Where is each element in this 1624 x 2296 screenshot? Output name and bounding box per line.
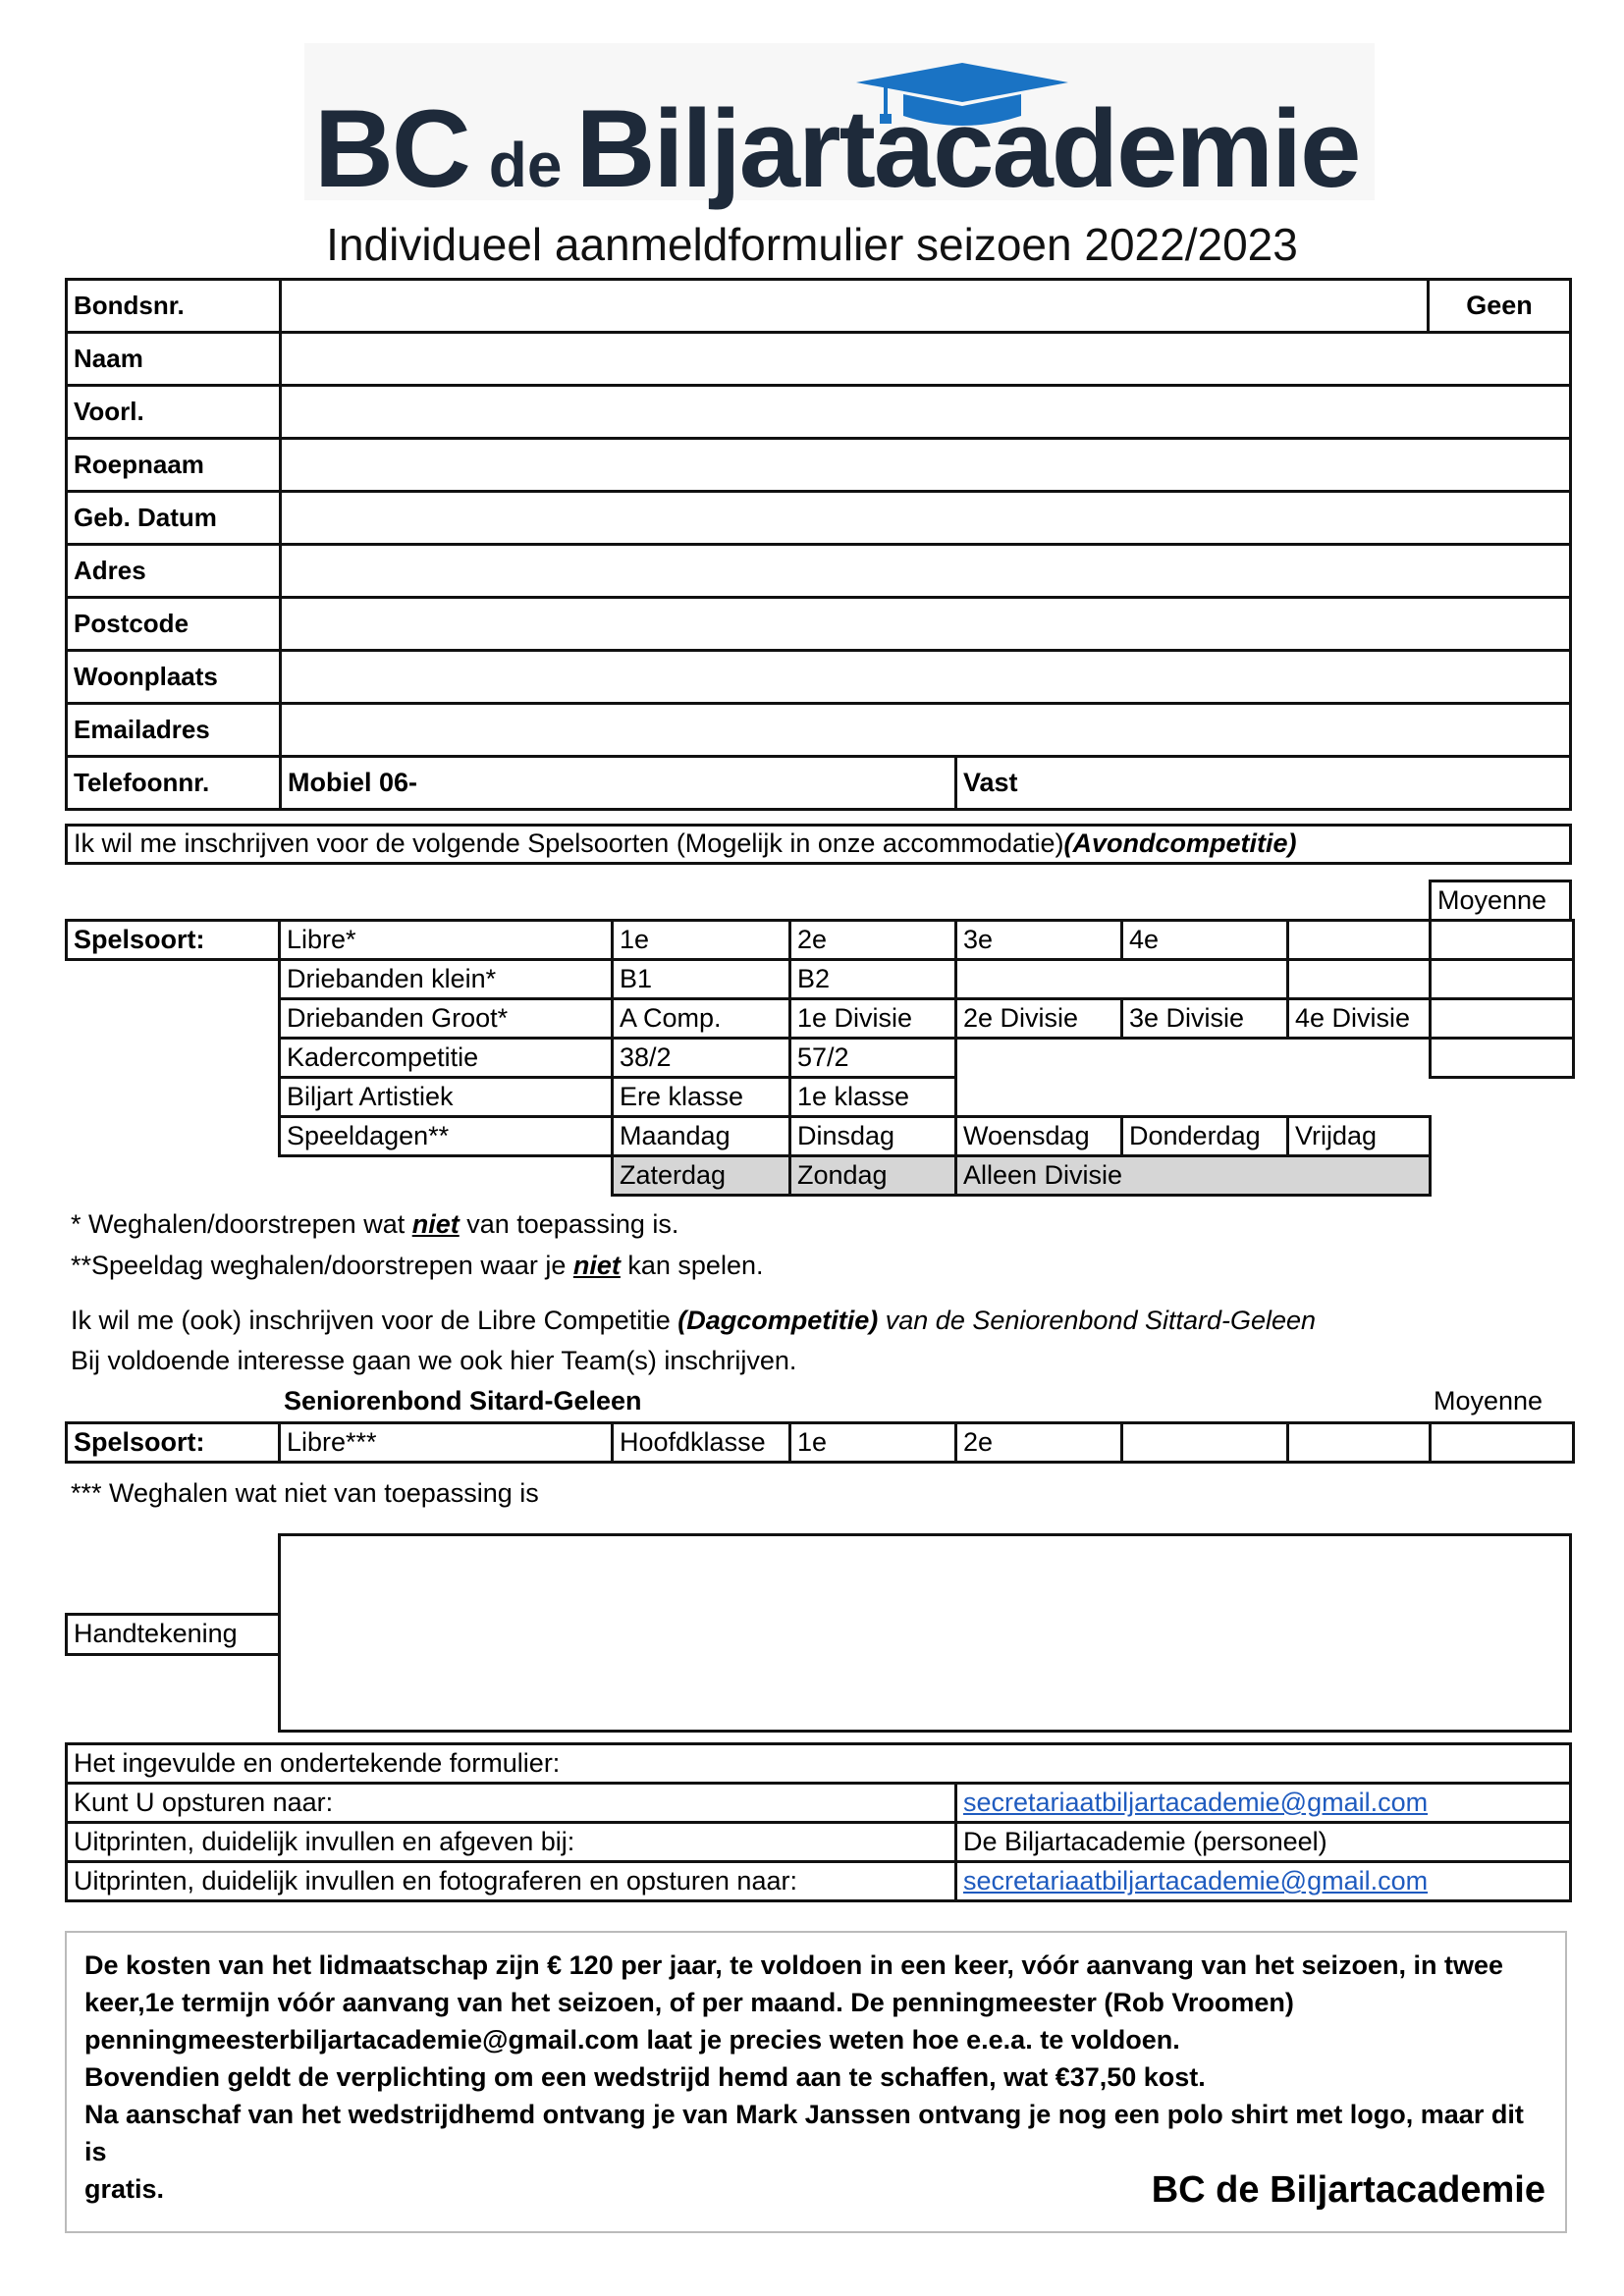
label-adres: Adres <box>67 545 281 598</box>
spacer <box>67 1039 280 1078</box>
senior-table <box>65 1421 1575 1464</box>
note-2 <box>71 1251 763 1281</box>
speeldagen-label: Speeldagen** <box>280 1117 613 1156</box>
logo <box>304 43 1375 210</box>
spel-cell[interactable]: 1e <box>613 921 790 960</box>
note-1-text: * Weghalen/doorstrepen wat <box>71 1209 412 1239</box>
senior-cell[interactable]: Hoofdklasse <box>613 1423 790 1463</box>
senior-cell[interactable]: 2e <box>956 1423 1122 1463</box>
spacer <box>956 1039 1431 1078</box>
label-naam: Naam <box>67 333 281 386</box>
senior-cell[interactable]: 1e <box>790 1423 956 1463</box>
cost-line: Na aanschaf van het wedstrijdhemd ontvang je van Mark Janssen ontvang je nog een polo shirt met logo, maar dit is <box>84 2100 1524 2166</box>
label-telefoonnr: Telefoonnr. <box>67 757 281 810</box>
input-roepnaam[interactable] <box>281 439 1571 492</box>
spel-cell[interactable]: 1e Divisie <box>790 999 956 1039</box>
day-cell[interactable]: Woensdag <box>956 1117 1122 1156</box>
spelsoort-label: Spelsoort: <box>67 921 280 960</box>
input-naam[interactable] <box>281 333 1571 386</box>
note-1-emph: niet <box>411 1209 460 1239</box>
senior-cell[interactable]: Libre*** <box>280 1423 613 1463</box>
spacer <box>956 1078 1574 1117</box>
cost-box <box>65 1931 1567 2233</box>
day-cell[interactable]: Zaterdag <box>613 1156 790 1196</box>
spel-cell[interactable]: 3e Divisie <box>1122 999 1288 1039</box>
send-label: Uitprinten, duidelijk invullen en fotograferen en opsturen naar: <box>67 1862 956 1901</box>
label-postcode: Postcode <box>67 598 281 651</box>
day-cell[interactable]: Vrijdag <box>1288 1117 1431 1156</box>
note-2-emph: niet <box>572 1251 621 1280</box>
spacer <box>67 1078 280 1117</box>
email-link[interactable]: secretariaatbiljartacademie@gmail.com <box>963 1788 1429 1817</box>
day-cell[interactable]: Donderdag <box>1122 1117 1288 1156</box>
signature-field[interactable] <box>278 1533 1572 1733</box>
spel-cell[interactable]: Driebanden Groot* <box>280 999 613 1039</box>
moyenne-cell[interactable] <box>1431 921 1574 960</box>
senior-cell[interactable] <box>1122 1423 1288 1463</box>
label-voorl: Voorl. <box>67 386 281 439</box>
spel-cell[interactable]: 2e <box>790 921 956 960</box>
day-cell[interactable]: Alleen Divisie <box>956 1156 1431 1196</box>
send-label: Uitprinten, duidelijk invullen en afgeven bij: <box>67 1823 956 1862</box>
dag-text: Ik wil me (ook) inschrijven voor de Libre Competitie <box>71 1306 678 1335</box>
cost-line: Bovendien geldt de verplichting om een wedstrijd hemd aan te schaffen, wat €37,50 kost. <box>84 2062 1206 2092</box>
senior-spelsoort-label: Spelsoort: <box>67 1423 280 1463</box>
spel-cell[interactable]: 2e Divisie <box>956 999 1122 1039</box>
spel-cell[interactable]: 38/2 <box>613 1039 790 1078</box>
note-1 <box>71 1209 678 1240</box>
label-roepnaam: Roepnaam <box>67 439 281 492</box>
email-link[interactable]: secretariaatbiljartacademie@gmail.com <box>963 1866 1429 1896</box>
handtekening-label: Handtekening <box>65 1613 281 1656</box>
spel-cell[interactable] <box>956 960 1288 999</box>
logo-bc: BC <box>314 87 469 210</box>
input-bondsnr[interactable] <box>281 280 1429 333</box>
spel-cell[interactable] <box>1288 921 1431 960</box>
personal-table <box>65 278 1572 811</box>
input-geb-datum[interactable] <box>281 492 1571 545</box>
label-emailadres: Emailadres <box>67 704 281 757</box>
spel-cell[interactable]: Driebanden klein* <box>280 960 613 999</box>
send-table <box>65 1742 1572 1902</box>
dagcompetitie-text <box>71 1306 1316 1336</box>
cost-line: keer,1e termijn vóór aanvang van het seizoen, of per maand. De penningmeester (Rob Vroomen) <box>84 1988 1294 2017</box>
intro-box <box>65 824 1572 865</box>
spel-cell[interactable]: Libre* <box>280 921 613 960</box>
dag-tail: van de Seniorenbond Sittard-Geleen <box>878 1306 1317 1335</box>
moyenne-cell[interactable] <box>1431 999 1574 1039</box>
intro-emph: (Avondcompetitie) <box>1063 828 1297 858</box>
logo-name: Biljartacademie <box>575 87 1360 210</box>
spel-cell[interactable]: B2 <box>790 960 956 999</box>
input-voorl[interactable] <box>281 386 1571 439</box>
spel-cell[interactable]: Biljart Artistiek <box>280 1078 613 1117</box>
logo-de: de <box>488 130 563 200</box>
spacer <box>67 1156 280 1196</box>
spacer <box>67 999 280 1039</box>
spel-cell[interactable]: 4e <box>1122 921 1288 960</box>
moyenne-cell[interactable] <box>1431 1039 1574 1078</box>
input-adres[interactable] <box>281 545 1571 598</box>
day-cell[interactable]: Maandag <box>613 1117 790 1156</box>
spacer <box>67 1117 280 1156</box>
spel-cell[interactable]: A Comp. <box>613 999 790 1039</box>
send-label: Kunt U opsturen naar: <box>67 1784 956 1823</box>
day-cell[interactable]: Zondag <box>790 1156 956 1196</box>
cost-signature: BC de Biljartacademie <box>1151 2169 1545 2211</box>
input-woonplaats[interactable] <box>281 651 1571 704</box>
dag-emph: (Dagcompetitie) <box>677 1306 879 1335</box>
cost-line: De kosten van het lidmaatschap zijn € 120 per jaar, te voldoen in een keer, vóór aanvang van het seizoen, in twee <box>84 1950 1504 1980</box>
spel-cell[interactable]: B1 <box>613 960 790 999</box>
spel-cell[interactable]: Kadercompetitie <box>280 1039 613 1078</box>
input-postcode[interactable] <box>281 598 1571 651</box>
spel-cell[interactable]: 4e Divisie <box>1288 999 1431 1039</box>
senior-cell[interactable] <box>1288 1423 1431 1463</box>
team-text: Bij voldoende interesse gaan we ook hier Team(s) inschrijven. <box>71 1346 797 1375</box>
label-bondsnr: Bondsnr. <box>67 280 281 333</box>
day-cell[interactable]: Dinsdag <box>790 1117 956 1156</box>
senior-moyenne: Moyenne <box>1434 1386 1543 1415</box>
note-2-text: **Speeldag weghalen/doorstrepen waar je <box>71 1251 573 1280</box>
spacer <box>1431 1117 1574 1156</box>
senior-title: Seniorenbond Sitard-Geleen <box>284 1386 642 1415</box>
spel-cell[interactable]: Ere klasse <box>613 1078 790 1117</box>
cost-line: penningmeesterbiljartacademie@gmail.com laat je precies weten hoe e.e.a. te voldoen. <box>84 2025 1180 2055</box>
send-header: Het ingevulde en ondertekende formulier: <box>67 1744 1571 1784</box>
input-mobiel[interactable]: Mobiel 06- <box>281 757 956 810</box>
send-value: De Biljartacademie (personeel) <box>956 1823 1571 1862</box>
input-emailadres[interactable] <box>281 704 1571 757</box>
spel-cell[interactable]: 1e klasse <box>790 1078 956 1117</box>
note-2-tail: kan spelen. <box>620 1251 764 1280</box>
moyenne-header: Moyenne <box>1429 880 1572 921</box>
spacer <box>67 960 280 999</box>
note-1-tail: van toepassing is. <box>459 1209 679 1239</box>
intro-text: Ik wil me inschrijven voor de volgende Spelsoorten (Mogelijk in onze accommodatie) <box>74 828 1064 858</box>
spacer <box>1431 1156 1574 1196</box>
spel-cell[interactable]: 3e <box>956 921 1122 960</box>
cost-line: gratis. <box>84 2174 165 2204</box>
form-title: Individueel aanmeldformulier seizoen 2022/2023 <box>326 219 1298 270</box>
spacer <box>280 1156 613 1196</box>
label-geb-datum: Geb. Datum <box>67 492 281 545</box>
spel-cell[interactable] <box>1288 960 1431 999</box>
spel-cell[interactable]: 57/2 <box>790 1039 956 1078</box>
senior-moyenne-cell[interactable] <box>1431 1423 1574 1463</box>
spelsoort-table <box>65 919 1575 1197</box>
label-geen: Geen <box>1429 280 1571 333</box>
input-vast[interactable]: Vast <box>956 757 1571 810</box>
senior-note: *** Weghalen wat niet van toepassing is <box>71 1478 539 1508</box>
label-woonplaats: Woonplaats <box>67 651 281 704</box>
moyenne-cell[interactable] <box>1431 960 1574 999</box>
